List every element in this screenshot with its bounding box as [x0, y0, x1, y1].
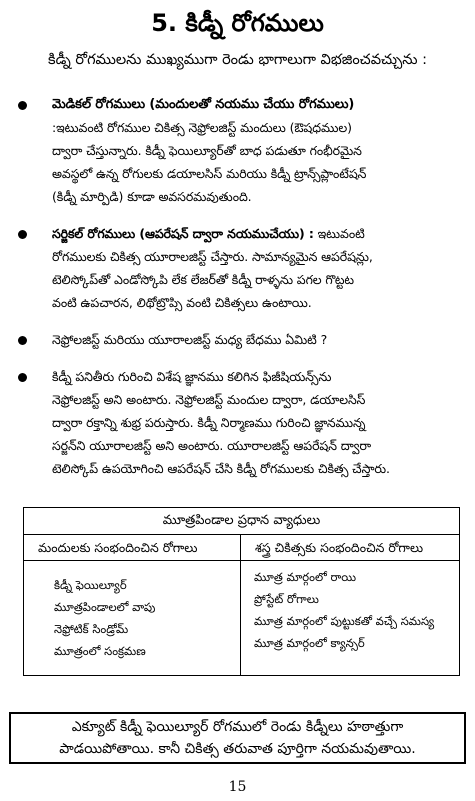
bullet-line: టెలిస్కోప్‌తో ఎండోస్కోపి లేక లేజర్‌తో కిడ్నీ రాళ్ళను పగల గొట్టట [52, 272, 354, 287]
table-cell: మూత్రంలో సంక్రమణ [54, 644, 146, 658]
table-cell: ప్రోస్టేట్ రోగాలు [254, 592, 319, 606]
table-col2-list [254, 566, 434, 654]
bullet-line: నెఫ్రోలజిస్ట్ మరియు యూరాలజిస్ట్ మధ్య బేధము ఏమిటి ? [52, 332, 328, 347]
bullet-icon [18, 336, 27, 345]
bullet-heading-line [52, 225, 365, 243]
bullet-heading: సర్జికల్ రోగములు (ఆపరేషన్ ద్వారా నయముచేయు) : [52, 226, 314, 241]
table-cell: మూత్ర మార్గంలో క్యాన్సర్ [254, 636, 365, 650]
bullet-line: టెలిస్కోప్ ఉపయోగించి ఆపరేషన్ చేసి కిడ్నీ రోగములకు చికిత్స చేస్తారు. [52, 461, 390, 476]
table-col1-list [54, 574, 155, 662]
table-col1-header: మందులకు సంభందించిన రోగాలు [24, 534, 240, 561]
bullet-line: సర్జన్‌ని యూరాలజిస్ట్ అని అంటారు. యూరాలజిస్ట్ ఆపరేషన్ ద్వారా [52, 438, 371, 453]
note-line: పాడయిపోతాయి. కానీ చికిత్స తరువాత పూర్తిగా నయమవుతాయి. [59, 741, 416, 757]
bullet-heading: మెడికల్ రోగములు (మందులతో నయము చేయు రోగములు) [52, 97, 355, 112]
bullet-line: ద్వారా రక్తాన్ని శుభ్ర పరుస్తారు. కిడ్నీ నిర్మాణము గురించి జ్ఞానమున్న [52, 415, 366, 430]
intro-text: కిడ్నీ రోగములను ముఖ్యముగా రెండు భాగాలుగా విభజించవచ్చును : [48, 52, 427, 68]
page-number: 15 [228, 779, 247, 795]
note-line: ఎక్యూట్ కిడ్నీ ఫెయిల్యూర్ రోగములో రెండు కిడ్నీలు హఠాత్తుగా [71, 719, 404, 735]
bullet-icon [18, 230, 27, 239]
table-cell: కిడ్నీ ఫెయిల్యూర్ [54, 578, 127, 592]
table-cell: మూత్రపిండాలలో వాపు [54, 600, 156, 614]
note-box [9, 712, 466, 764]
bullet-icon [18, 373, 27, 382]
bullet-icon [18, 101, 27, 110]
chapter-title: 5. కిడ్నీ రోగములు [151, 9, 324, 37]
bullet-line: ద్వారా చేస్తున్నారు. కిడ్నీ ఫెయిల్యూర్‌తో బాధ పడుతూ గంభీరమైన [52, 143, 362, 158]
bullet-line: కిడ్నీ పనితీరు గురించి విశేష జ్ఞానము కలిగిన ఫిజీషియన్స్‌ను [52, 369, 332, 384]
table-cell: నెఫ్రోటిక్ సిండ్రోమ్ [54, 622, 129, 636]
bullet-line: వంటి ఉపచారన, లిథోట్రొప్సి వంటి చికిత్సలు ఉంటాయి. [52, 295, 312, 310]
bullet-line: అవస్థలో ఉన్న రోగులకు డయాలసిస్ మరియు కిడ్నీ ట్రాన్స్‌ప్లాంటేషన్ [52, 166, 367, 181]
bullet-line: :ఇటువంటి రోగముల చికిత్స నెఫ్రోలజిస్ట్ మందులు (ఔషధముల) [52, 120, 352, 135]
bullet-line: నెఫ్రోలజిస్ట్ అని అంటారు. నెఫ్రోలజిస్ట్ మందుల ద్వారా, డయాలసిస్ [52, 392, 366, 407]
bullet-line: రోగములకు చికిత్స యూరాలజిస్ట్ చేస్తారు. సామాన్యమైన ఆపరేషన్లు, [52, 249, 373, 264]
bullet-heading-rest: ఇటువంటి [317, 226, 365, 241]
table-title: మూత్రపిండాల ప్రధాన వ్యాధులు [24, 508, 459, 535]
table-column-divider [240, 534, 241, 675]
table-cell: మూత్ర మార్గంలో పుట్టుకతో వచ్చే సమస్య [254, 614, 435, 628]
table-col2-header: శస్త్ర చికిత్సకు సంభందించిన రోగాలు [241, 534, 459, 561]
bullet-line: (కిడ్నీ మార్పిడి) కూడా అవసరమవుతుంది. [52, 189, 252, 204]
diseases-table [23, 507, 460, 676]
table-cell: మూత్ర మార్గంలో రాయి [254, 570, 357, 584]
